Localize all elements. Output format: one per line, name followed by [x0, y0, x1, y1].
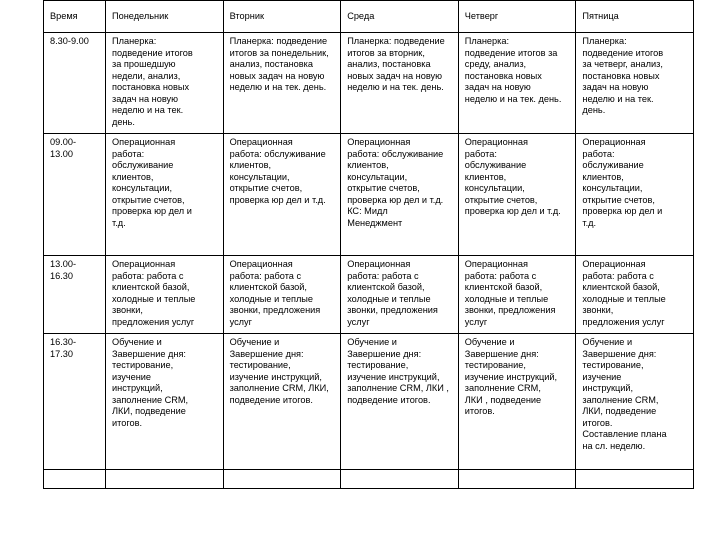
empty-cell [341, 470, 459, 489]
empty-cell [223, 470, 341, 489]
schedule-cell: Операционная работа: работа с клиентской базой, холодные и теплые звонки, предложения услуг [341, 256, 459, 334]
time-cell: 8.30-9.00 [44, 33, 106, 134]
schedule-cell: Операционная работа: обслуживание клиентов, консультации, открытие счетов, проверка юр дел и т.д. [106, 134, 224, 256]
empty-cell [576, 470, 694, 489]
empty-cell [44, 470, 106, 489]
schedule-cell: Операционная работа: обслуживание клиентов, консультации, открытие счетов, проверка юр дел и т.д. [458, 134, 576, 256]
schedule-document [43, 0, 693, 489]
schedule-cell: Операционная работа: обслуживание клиентов, консультации, открытие счетов, проверка юр дел и т.д. КС: Мидл Менеджмент [341, 134, 459, 256]
schedule-cell: Планерка: подведение итогов за среду, анализ, постановка новых задач на новую неделю и на тек. день. [458, 33, 576, 134]
header-friday: Пятница [576, 1, 694, 33]
schedule-cell: Обучение и Завершение дня: тестирование, изучение инструкций, заполнение CRM, ЛКИ, подведение итогов. [223, 334, 341, 470]
header-row [44, 1, 694, 33]
schedule-cell: Обучение и Завершение дня: тестирование, изучение инструкций, заполнение CRM, ЛКИ , подведение итогов. [341, 334, 459, 470]
time-cell: 09.00- 13.00 [44, 134, 106, 256]
empty-cell [106, 470, 224, 489]
empty-table-row [44, 470, 694, 489]
table-row [44, 33, 694, 134]
table-row [44, 334, 694, 470]
schedule-cell: Обучение и Завершение дня: тестирование, изучение инструкций, заполнение CRM, ЛКИ, подведение итогов. [106, 334, 224, 470]
time-cell: 13.00- 16.30 [44, 256, 106, 334]
schedule-cell: Планерка: подведение итогов за прошедшую недели, анализ, постановка новых задач на новую неделю и на тек. день. [106, 33, 224, 134]
header-wednesday: Среда [341, 1, 459, 33]
table-row [44, 134, 694, 256]
weekly-schedule-table [43, 0, 694, 489]
schedule-cell: Планерка: подведение итогов за вторник, анализ, постановка новых задач на новую неделю и на тек. день. [341, 33, 459, 134]
schedule-cell: Обучение и Завершение дня: тестирование, изучение инструкций, заполнение CRM, ЛКИ , подведение итогов. [458, 334, 576, 470]
time-cell: 16.30- 17.30 [44, 334, 106, 470]
empty-cell [458, 470, 576, 489]
schedule-cell: Операционная работа: обслуживание клиентов, консультации, открытие счетов, проверка юр дел и т.д. [576, 134, 694, 256]
schedule-cell: Операционная работа: обслуживание клиентов, консультации, открытие счетов, проверка юр дел и т.д. [223, 134, 341, 256]
table-row [44, 256, 694, 334]
header-monday: Понедельник [106, 1, 224, 33]
schedule-cell: Операционная работа: работа с клиентской базой, холодные и теплые звонки, предложения услуг [458, 256, 576, 334]
schedule-cell: Планерка: подведение итогов за четверг, анализ, постановка новых задач на новую неделю и на тек. день. [576, 33, 694, 134]
header-tuesday: Вторник [223, 1, 341, 33]
schedule-cell: Планерка: подведение итогов за понедельник, анализ, постановка новых задач на новую неделю и на тек. день. [223, 33, 341, 134]
schedule-cell: Операционная работа: работа с клиентской базой, холодные и теплые звонки, предложения услуг [576, 256, 694, 334]
header-thursday: Четверг [458, 1, 576, 33]
schedule-cell: Обучение и Завершение дня: тестирование, изучение инструкций, заполнение CRM, ЛКИ, подведение итогов. Составление плана на сл. неделю. [576, 334, 694, 470]
schedule-cell: Операционная работа: работа с клиентской базой, холодные и теплые звонки, предложения услуг [223, 256, 341, 334]
schedule-cell: Операционная работа: работа с клиентской базой, холодные и теплые звонки, предложения услуг [106, 256, 224, 334]
header-time: Время [44, 1, 106, 33]
